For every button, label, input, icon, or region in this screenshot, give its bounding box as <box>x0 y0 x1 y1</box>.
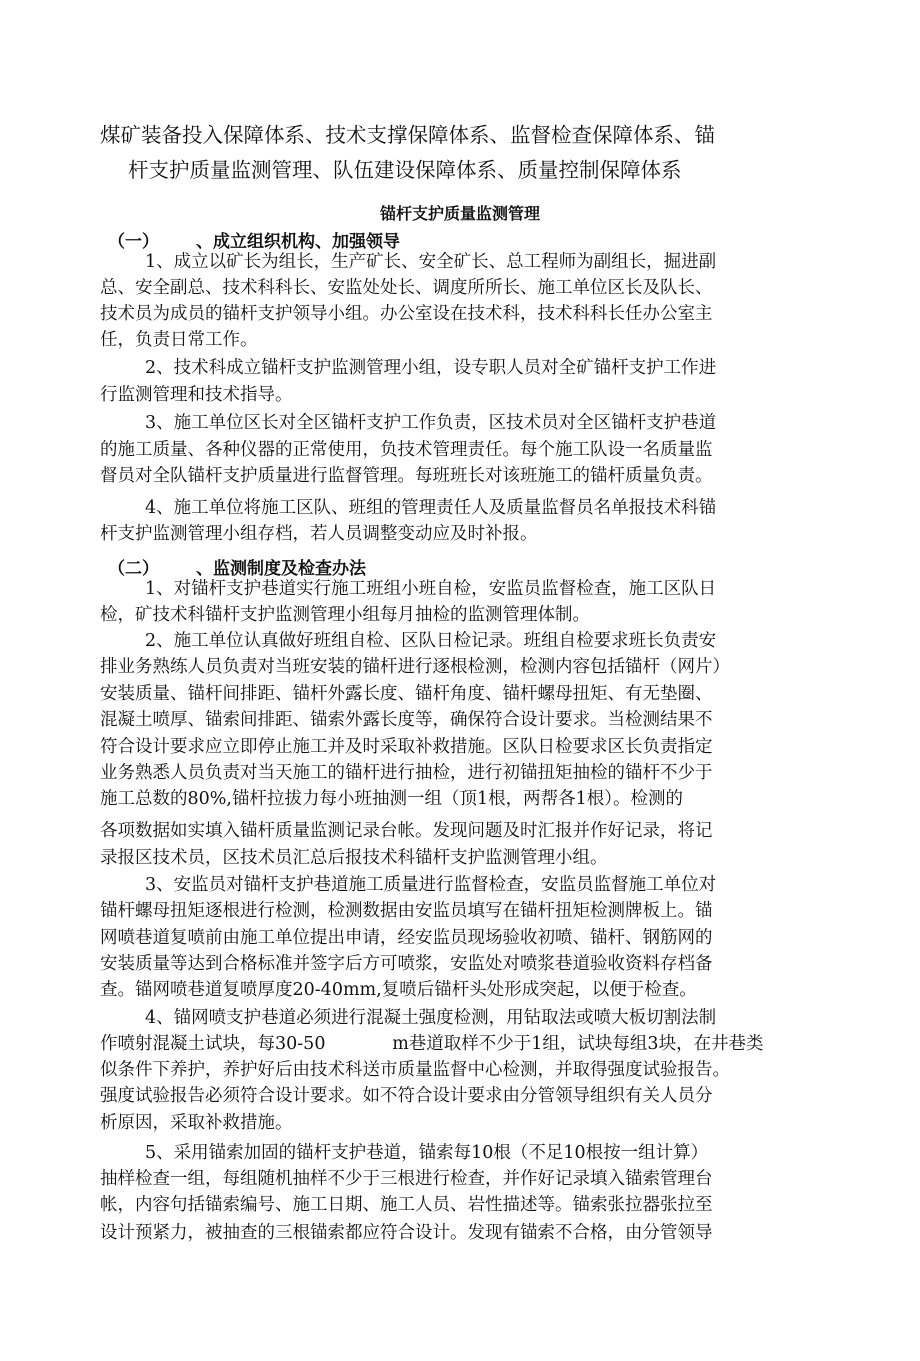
paragraph-line: 锚杆螺母扭矩逐根进行检测，检测数据由安监员填写在锚杆扭矩检测牌板上。锚 <box>100 901 713 921</box>
paragraph-line: 强度试验报告必须符合设计要求。如不符合设计要求由分管领导组织有关人员分 <box>100 1086 713 1106</box>
section-number: （一） <box>108 232 159 252</box>
section-title: 、监测制度及检查办法 <box>196 559 366 579</box>
section-title: 、成立组织机构、加强领导 <box>196 232 400 252</box>
paragraph-line: 1、成立以矿长为组长，生产矿长、安全矿长、总工程师为副组长，掘进副 <box>145 252 717 272</box>
paragraph-line: 督员对全队锚杆支护质量进行监督管理。每班班长对该班施工的锚杆质量负责。 <box>100 466 713 486</box>
section-number: （二） <box>108 559 159 579</box>
paragraph-line: 符合设计要求应立即停止施工并及时采取补救措施。区队日检要求区长负责指定 <box>100 737 713 757</box>
document-title-line-1: 煤矿装备投入保障体系、技术支撑保障体系、监督检查保障体系、锚 <box>100 123 715 147</box>
paragraph-line: 似条件下养护，养护好后由技术科送市质量监督中心检测，并取得强度试验报告。 <box>100 1060 730 1080</box>
paragraph-line: 5、采用锚索加固的锚杆支护巷道，锚索每10根（不足10根按一组计算） <box>145 1143 709 1163</box>
paragraph-line: 技术员为成员的锚杆支护领导小组。办公室设在技术科，技术科科长任办公室主 <box>100 304 713 324</box>
paragraph-line: 2、技术科成立锚杆支护监测管理小组，设专职人员对全矿锚杆支护工作进 <box>145 358 717 378</box>
paragraph-line: 的施工质量、各种仪器的正常使用，负技术管理责任。每个施工队设一名质量监 <box>100 440 713 460</box>
paragraph-line: 帐，内容句括锚索编号、施工日期、施工人员、岩性描述等。锚索张拉器张拉至 <box>100 1195 713 1215</box>
paragraph-line: 析原因，采取补救措施。 <box>100 1113 293 1133</box>
paragraph-line: 2、施工单位认真做好班组自检、区队日检记录。班组自检要求班长负责安 <box>145 631 717 651</box>
section-heading-2 <box>108 554 366 579</box>
paragraph-line: 1、对锚杆支护巷道实行施工班组小班自检，安监员监督检查，施工区队日 <box>145 579 717 599</box>
paragraph-line: 作喷射混凝土试块，每30-50 m巷道取样不少于1组，试块每组3块，在井巷类 <box>100 1034 764 1054</box>
paragraph-line: 查。锚网喷巷道复喷厚度20-40mm,复喷后锚杆头处形成突起，以便于检查。 <box>100 980 697 1000</box>
paragraph-line: 各项数据如实填入锚杆质量监测记录台帐。发现问题及时汇报并作好记录，将记 <box>100 821 713 841</box>
paragraph-line: 排业务熟练人员负责对当班安装的锚杆进行逐根检测，检测内容包括锚杆（网片） <box>100 657 730 677</box>
document-title-line-2: 杆支护质量监测管理、队伍建设保障体系、质量控制保障体系 <box>128 158 682 182</box>
paragraph-line: 总、安全副总、技术科科长、安监处处长、调度所所长、施工单位区长及队长、 <box>100 278 713 298</box>
paragraph-line: 施工总数的80%,锚杆拉拔力每小班抽测一组（顶1根，两帮各1根）。检测的 <box>100 789 683 809</box>
paragraph-line: 录报区技术员，区技术员汇总后报技术科锚杆支护监测管理小组。 <box>100 848 608 868</box>
paragraph-line: 杆支护监测管理小组存档，若人员调整变动应及时补报。 <box>100 524 538 544</box>
paragraph-line: 3、施工单位区长对全区锚杆支护工作负责，区技术员对全区锚杆支护巷道 <box>145 413 717 433</box>
paragraph-line: 4、锚网喷支护巷道必须进行混凝土强度检测，用钻取法或喷大板切割法制 <box>145 1008 717 1028</box>
paragraph-line: 3、安监员对锚杆支护巷道施工质量进行监督检查，安监员监督施工单位对 <box>145 875 717 895</box>
paragraph-line: 安装质量、锚杆间排距、锚杆外露长度、锚杆角度、锚杆螺母扭矩、有无垫圈、 <box>100 684 713 704</box>
paragraph-line: 业务熟悉人员负责对当天施工的锚杆进行抽检，进行初锚扭矩抽检的锚杆不少于 <box>100 763 713 783</box>
paragraph-line: 网喷巷道复喷前由施工单位提出申请，经安监员现场验收初喷、锚杆、钢筋网的 <box>100 928 713 948</box>
paragraph-line: 混凝土喷厚、锚索间排距、锚索外露长度等，确保符合设计要求。当检测结果不 <box>100 710 713 730</box>
paragraph-line: 检，矿技术科锚杆支护监测管理小组每月抽检的监测管理体制。 <box>100 605 590 625</box>
paragraph-line: 设计预紧力，被抽查的三根锚索都应符合设计。发现有锚索不合格，由分管领导 <box>100 1223 713 1243</box>
paragraph-line: 安装质量等达到合格标准并签字后方可喷浆，安监处对喷浆巷道验收资料存档备 <box>100 954 713 974</box>
paragraph-line: 行监测管理和技术指导。 <box>100 385 293 405</box>
paragraph-line: 任，负责日常工作。 <box>100 330 258 350</box>
section-subtitle: 锚杆支护质量监测管理 <box>379 204 540 223</box>
paragraph-line: 4、施工单位将施工区队、班组的管理责任人及质量监督员名单报技术科锚 <box>145 498 717 518</box>
section-heading-1 <box>108 227 400 252</box>
paragraph-line: 抽样检查一组，每组随机抽样不少于三根进行检查，并作好记录填入锚索管理台 <box>100 1169 713 1189</box>
